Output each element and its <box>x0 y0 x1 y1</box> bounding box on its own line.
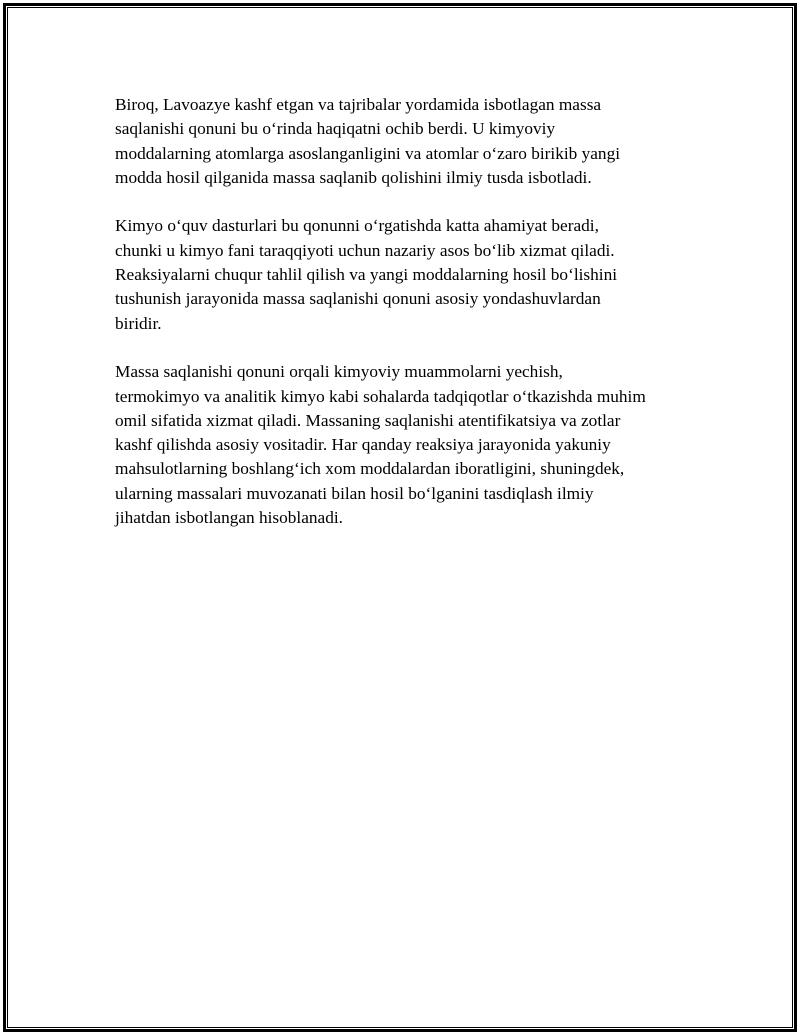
paragraph-3: Massa saqlanishi qonuni orqali kimyoviy muammolarni yechish, termokimyo va analitik kimyo kabi sohalarda tadqiqotlar o‘tkazishda muhim omil sifatida xizmat qiladi. Massaning saqlanishi atentifikatsiya va zotlar kashf qilishda asosiy vositadir. Har qanday reaksiya jarayonida yakuniy mahsulotlarning boshlang‘ich xom moddalardan iboratligini, shuningdek, ularning massalari muvozanati bilan hosil bo‘lganini tasdiqlash ilmiy jihatdan isbotlangan hisoblanadi. <box>115 362 646 528</box>
paragraph-1: Biroq, Lavoazye kashf etgan va tajribalar yordamida isbotlagan massa saqlanishi qonuni bu o‘rinda haqiqatni ochib berdi. U kimyoviy moddalarning atomlarga asoslanganligini va atomlar o‘zaro birikib yangi modda hosil qilganida massa saqlanib qolishini ilmiy tusda isbotladi. <box>115 95 621 187</box>
document-body <box>115 93 695 555</box>
paragraph-2: Kimyo o‘quv dasturlari bu qonunni o‘rgatishda katta ahamiyat beradi, chunki u kimyo fani taraqqiyoti uchun nazariy asos bo‘lib xizmat qiladi. Reaksiyalarni chuqur tahlil qilish va yangi moddalarning hosil bo‘lishini tushunish jarayonida massa saqlanishi qonuni asosiy yondashuvlardan biridir. <box>115 216 618 333</box>
